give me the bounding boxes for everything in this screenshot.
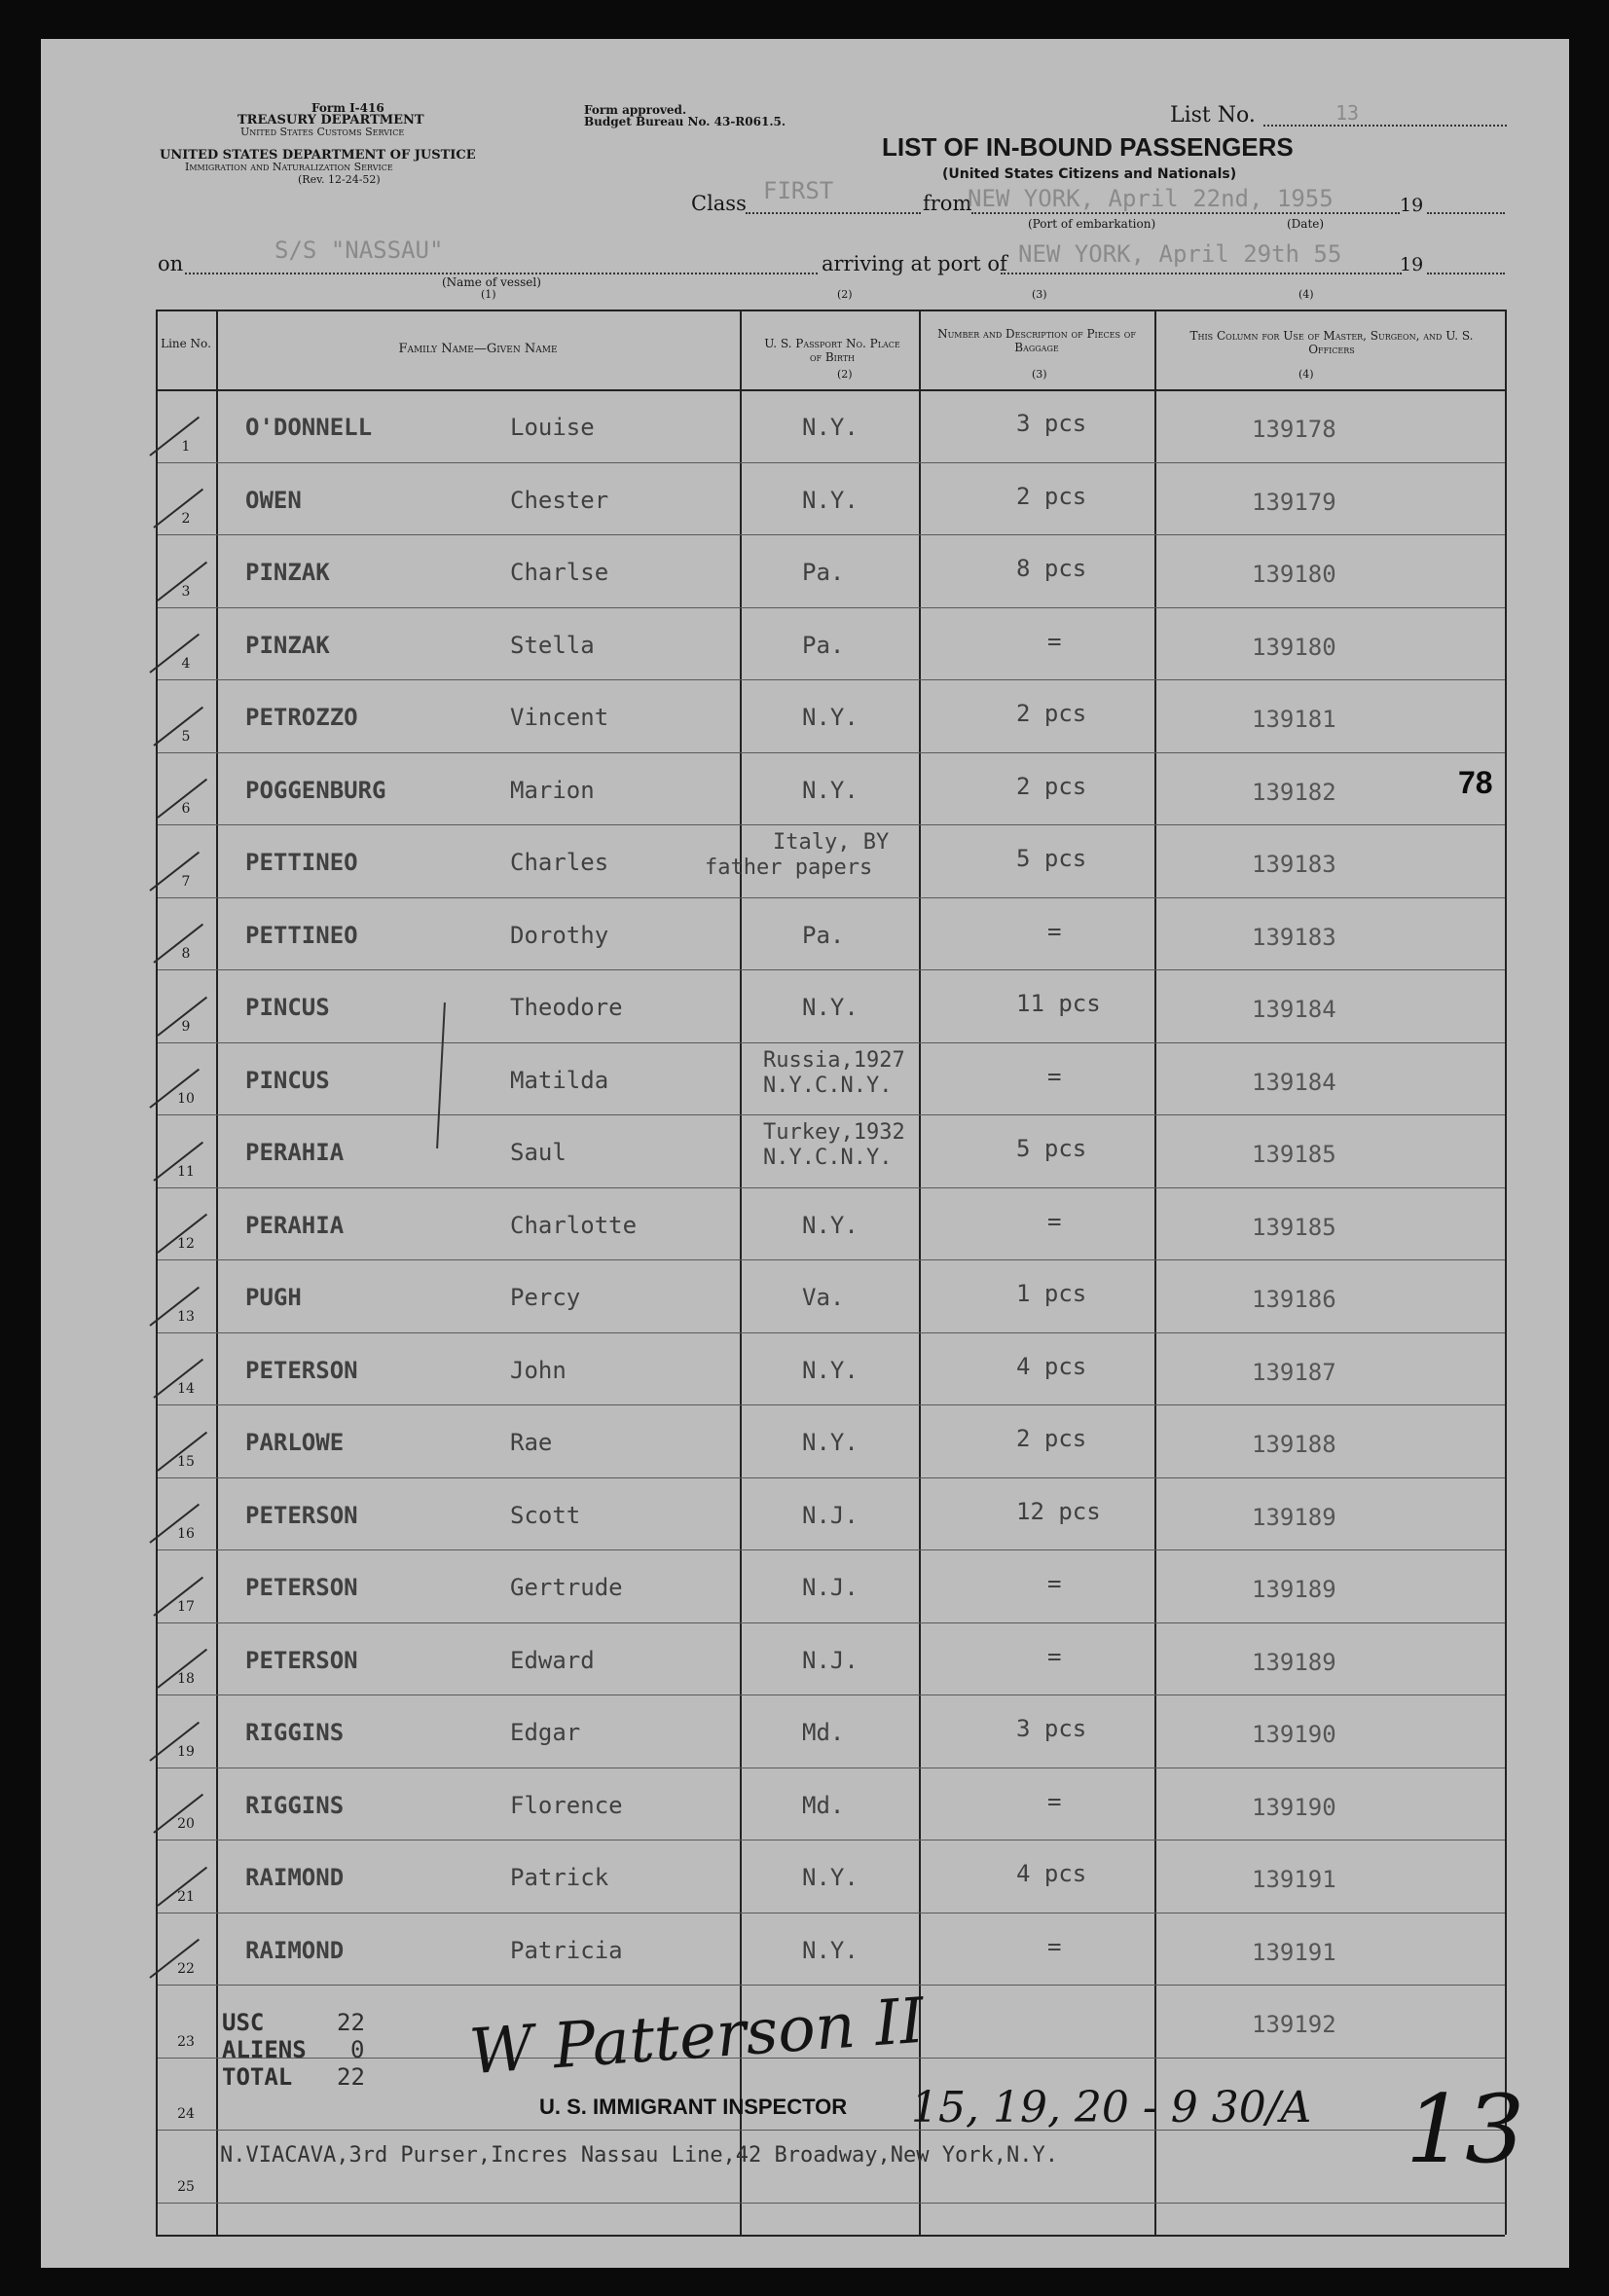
big-list-number: 13 xyxy=(1406,2075,1525,2184)
given-name: Matilda xyxy=(510,1067,609,1094)
purser-line: N.VIACAVA,3rd Purser,Incres Nassau Line,42 Broadway,New York,N.Y. xyxy=(220,2143,1058,2168)
col-number-4: (4) xyxy=(1298,368,1314,381)
place-of-birth: Italy, BY xyxy=(773,830,890,855)
baggage: = xyxy=(1047,628,1062,655)
place-of-birth: Md. xyxy=(802,1792,845,1819)
line-number: 8 xyxy=(181,946,191,962)
line-number: 20 xyxy=(177,1816,195,1832)
place-of-birth: Russia,1927 xyxy=(763,1048,905,1073)
line-number: 3 xyxy=(181,584,191,600)
line-number: 14 xyxy=(177,1381,195,1397)
place-of-birth-line2: father papers xyxy=(705,856,873,880)
ins-service: Immigration and Naturalization Service xyxy=(185,161,393,173)
given-name: Saul xyxy=(510,1139,567,1166)
place-of-birth: Turkey,1932 xyxy=(763,1120,905,1145)
customs-service: United States Customs Service xyxy=(240,126,405,138)
line-number: 9 xyxy=(181,1019,191,1035)
revision: (Rev. 12-24-52) xyxy=(298,173,381,186)
line-number: 5 xyxy=(181,729,191,745)
col-header-passport: U. S. Passport No. Place of Birth xyxy=(764,337,900,364)
usc-label: USC xyxy=(222,2009,265,2036)
officer-number: 139189 xyxy=(1252,1504,1336,1531)
col-header-line: Line No. xyxy=(161,337,211,350)
officer-number: 139192 xyxy=(1252,2011,1336,2038)
line-number: 1 xyxy=(181,439,191,455)
given-name: Patricia xyxy=(510,1937,623,1964)
family-name: RIGGINS xyxy=(245,1792,345,1819)
place-of-birth: N.J. xyxy=(802,1574,859,1601)
baggage: 3 pcs xyxy=(1016,1715,1087,1742)
officer-number: 139181 xyxy=(1252,706,1336,733)
baggage: 4 pcs xyxy=(1016,1353,1087,1380)
baggage: = xyxy=(1047,1570,1062,1597)
arriving-label: arriving at port of xyxy=(822,252,1007,275)
family-name: PETERSON xyxy=(245,1647,358,1674)
family-name: POGGENBURG xyxy=(245,777,386,804)
caption-2: (2) xyxy=(837,288,853,301)
aliens-value: 0 xyxy=(350,2036,365,2063)
officer-number: 139190 xyxy=(1252,1721,1336,1748)
form-approved: Form approved. xyxy=(584,103,687,117)
line-number: 13 xyxy=(177,1309,195,1325)
given-name: Vincent xyxy=(510,704,609,731)
given-name: Florence xyxy=(510,1792,623,1819)
manifest-page xyxy=(41,39,1569,2268)
margin-number: 78 xyxy=(1458,765,1493,800)
line-number: 11 xyxy=(177,1164,195,1180)
place-of-birth: Va. xyxy=(802,1284,845,1311)
usc-value: 22 xyxy=(337,2009,365,2036)
place-of-birth: N.Y. xyxy=(802,1864,859,1891)
place-of-birth: N.Y. xyxy=(802,1937,859,1964)
given-name: Scott xyxy=(510,1502,581,1529)
date-caption: (Date) xyxy=(1287,217,1325,231)
handwritten-note: 15, 19, 20 - 9 30/A xyxy=(911,2083,1312,2132)
class-value: FIRST xyxy=(763,177,834,204)
list-no-value: 13 xyxy=(1335,101,1360,125)
family-name: PUGH xyxy=(245,1284,302,1311)
family-name: RIGGINS xyxy=(245,1719,345,1746)
col-number-3: (3) xyxy=(1032,368,1047,381)
line-number: 6 xyxy=(181,801,191,817)
family-name: PERAHIA xyxy=(245,1139,345,1166)
port-embarkation-caption: (Port of embarkation) xyxy=(1028,217,1156,231)
arriving-value: NEW YORK, April 29th 55 xyxy=(1018,240,1342,268)
given-name: Theodore xyxy=(510,994,623,1021)
place-of-birth: N.Y. xyxy=(802,777,859,804)
baggage: = xyxy=(1047,1208,1062,1235)
given-name: Charlse xyxy=(510,559,609,586)
on-label: on xyxy=(158,252,184,275)
place-of-birth: N.Y. xyxy=(802,994,859,1021)
place-of-birth: N.Y. xyxy=(802,1357,859,1384)
line-number: 16 xyxy=(177,1526,195,1542)
place-of-birth: Pa. xyxy=(802,632,845,659)
total-label: TOTAL xyxy=(222,2063,293,2091)
given-name: John xyxy=(510,1357,567,1384)
from-value: NEW YORK, April 22nd, 1955 xyxy=(968,185,1334,212)
line-number: 18 xyxy=(177,1671,195,1687)
year-prefix: 19 xyxy=(1400,195,1424,216)
list-no-label: List No. xyxy=(1170,103,1256,128)
family-name: PERAHIA xyxy=(245,1212,345,1239)
family-name: PETERSON xyxy=(245,1574,358,1601)
given-name: Patrick xyxy=(510,1864,609,1891)
officer-number: 139189 xyxy=(1252,1576,1336,1603)
given-name: Marion xyxy=(510,777,595,804)
place-of-birth: Pa. xyxy=(802,922,845,949)
line-number: 7 xyxy=(181,874,191,890)
baggage: = xyxy=(1047,1643,1062,1670)
officer-number: 139179 xyxy=(1252,489,1336,516)
officer-number: 139186 xyxy=(1252,1286,1336,1313)
aliens-label: ALIENS xyxy=(222,2036,307,2063)
baggage: 11 pcs xyxy=(1016,990,1101,1017)
budget-bureau: Budget Bureau No. 43-R061.5. xyxy=(584,115,786,128)
baggage: 2 pcs xyxy=(1016,773,1087,800)
line-number: 2 xyxy=(181,511,191,527)
baggage: = xyxy=(1047,1063,1062,1090)
officer-number: 139184 xyxy=(1252,1069,1336,1096)
officer-number: 139185 xyxy=(1252,1214,1336,1241)
given-name: Percy xyxy=(510,1284,581,1311)
baggage: 2 pcs xyxy=(1016,1425,1087,1452)
place-of-birth-line2: N.Y.C.N.Y. xyxy=(763,1074,893,1098)
officer-number: 139183 xyxy=(1252,924,1336,951)
given-name: Charlotte xyxy=(510,1212,638,1239)
place-of-birth: N.Y. xyxy=(802,414,859,441)
officer-number: 139178 xyxy=(1252,416,1336,443)
line-number: 15 xyxy=(177,1454,195,1470)
family-name: PETERSON xyxy=(245,1357,358,1384)
treasury-department: TREASURY DEPARTMENT xyxy=(238,113,424,128)
place-of-birth: N.Y. xyxy=(802,704,859,731)
family-name: PARLOWE xyxy=(245,1429,345,1456)
family-name: PETROZZO xyxy=(245,704,358,731)
baggage: 5 pcs xyxy=(1016,845,1087,872)
baggage: = xyxy=(1047,1933,1062,1960)
baggage: 2 pcs xyxy=(1016,483,1087,510)
place-of-birth: Pa. xyxy=(802,559,845,586)
immigrant-inspector-label: U. S. IMMIGRANT INSPECTOR xyxy=(539,2095,848,2119)
officer-number: 139187 xyxy=(1252,1359,1336,1386)
baggage: 8 pcs xyxy=(1016,555,1087,582)
caption-4: (4) xyxy=(1298,288,1314,301)
given-name: Charles xyxy=(510,849,609,876)
given-name: Chester xyxy=(510,487,609,514)
form-number: Form I-416 xyxy=(311,101,384,115)
vessel-name: S/S "NASSAU" xyxy=(274,237,444,264)
from-label: from xyxy=(923,192,972,215)
line-number: 22 xyxy=(177,1961,195,1977)
place-of-birth: N.Y. xyxy=(802,1429,859,1456)
given-name: Dorothy xyxy=(510,922,609,949)
caption-3: (3) xyxy=(1032,288,1047,301)
officer-number: 139180 xyxy=(1252,561,1336,588)
baggage: 4 pcs xyxy=(1016,1860,1087,1887)
line-number: 10 xyxy=(177,1091,195,1107)
family-name: PETTINEO xyxy=(245,849,358,876)
baggage: 5 pcs xyxy=(1016,1135,1087,1162)
baggage: 2 pcs xyxy=(1016,700,1087,727)
officer-number: 139183 xyxy=(1252,851,1336,878)
officer-number: 139189 xyxy=(1252,1649,1336,1676)
family-name: OWEN xyxy=(245,487,302,514)
family-name: PINZAK xyxy=(245,632,330,659)
col-header-baggage: Number and Description of Pieces of Baggage xyxy=(937,327,1136,354)
line-number: 12 xyxy=(177,1236,195,1252)
col-header-name: Family Name—Given Name xyxy=(398,342,558,356)
officer-number: 139185 xyxy=(1252,1141,1336,1168)
class-label: Class xyxy=(691,192,747,215)
page-subtitle: (United States Citizens and Nationals) xyxy=(942,166,1237,182)
col-header-officers: This Column for Use of Master, Surgeon, and U. S. Officers xyxy=(1189,329,1474,356)
family-name: RAIMOND xyxy=(245,1864,345,1891)
officer-number: 139182 xyxy=(1252,779,1336,806)
given-name: Edgar xyxy=(510,1719,581,1746)
family-name: PINZAK xyxy=(245,559,330,586)
line-number: 4 xyxy=(181,656,191,672)
officer-number: 139184 xyxy=(1252,996,1336,1023)
baggage: 3 pcs xyxy=(1016,410,1087,437)
baggage: = xyxy=(1047,1788,1062,1815)
baggage: 1 pcs xyxy=(1016,1280,1087,1307)
signature: W Patterson II xyxy=(466,1985,927,2090)
officer-number: 139188 xyxy=(1252,1431,1336,1458)
given-name: Louise xyxy=(510,414,595,441)
place-of-birth: N.J. xyxy=(802,1647,859,1674)
line-number: 19 xyxy=(177,1744,195,1760)
baggage: 12 pcs xyxy=(1016,1498,1101,1525)
family-name: O'DONNELL xyxy=(245,414,373,441)
family-name: PINCUS xyxy=(245,1067,330,1094)
line-number: 21 xyxy=(177,1889,195,1905)
line-number: 24 xyxy=(177,2106,195,2122)
family-name: PETERSON xyxy=(245,1502,358,1529)
family-name: PETTINEO xyxy=(245,922,358,949)
line-number: 17 xyxy=(177,1599,195,1615)
place-of-birth-line2: N.Y.C.N.Y. xyxy=(763,1146,893,1170)
col-number-2: (2) xyxy=(837,368,853,381)
officer-number: 139190 xyxy=(1252,1794,1336,1821)
baggage: = xyxy=(1047,918,1062,945)
line-number: 25 xyxy=(177,2179,195,2195)
given-name: Rae xyxy=(510,1429,553,1456)
officer-number: 139180 xyxy=(1252,634,1336,661)
officer-number: 139191 xyxy=(1252,1866,1336,1893)
given-name: Gertrude xyxy=(510,1574,623,1601)
family-name: PINCUS xyxy=(245,994,330,1021)
place-of-birth: N.J. xyxy=(802,1502,859,1529)
place-of-birth: N.Y. xyxy=(802,487,859,514)
family-name: RAIMOND xyxy=(245,1937,345,1964)
officer-number: 139191 xyxy=(1252,1939,1336,1966)
page-title: LIST OF IN-BOUND PASSENGERS xyxy=(882,132,1294,162)
given-name: Stella xyxy=(510,632,595,659)
caption-1: (1) xyxy=(481,288,496,301)
given-name: Edward xyxy=(510,1647,595,1674)
department-of-justice: UNITED STATES DEPARTMENT OF JUSTICE xyxy=(160,148,476,163)
line-number: 23 xyxy=(177,2034,195,2050)
vessel-caption: (Name of vessel) xyxy=(442,275,541,289)
place-of-birth: N.Y. xyxy=(802,1212,859,1239)
place-of-birth: Md. xyxy=(802,1719,845,1746)
year-prefix-2: 19 xyxy=(1400,254,1424,275)
total-value: 22 xyxy=(337,2063,365,2091)
